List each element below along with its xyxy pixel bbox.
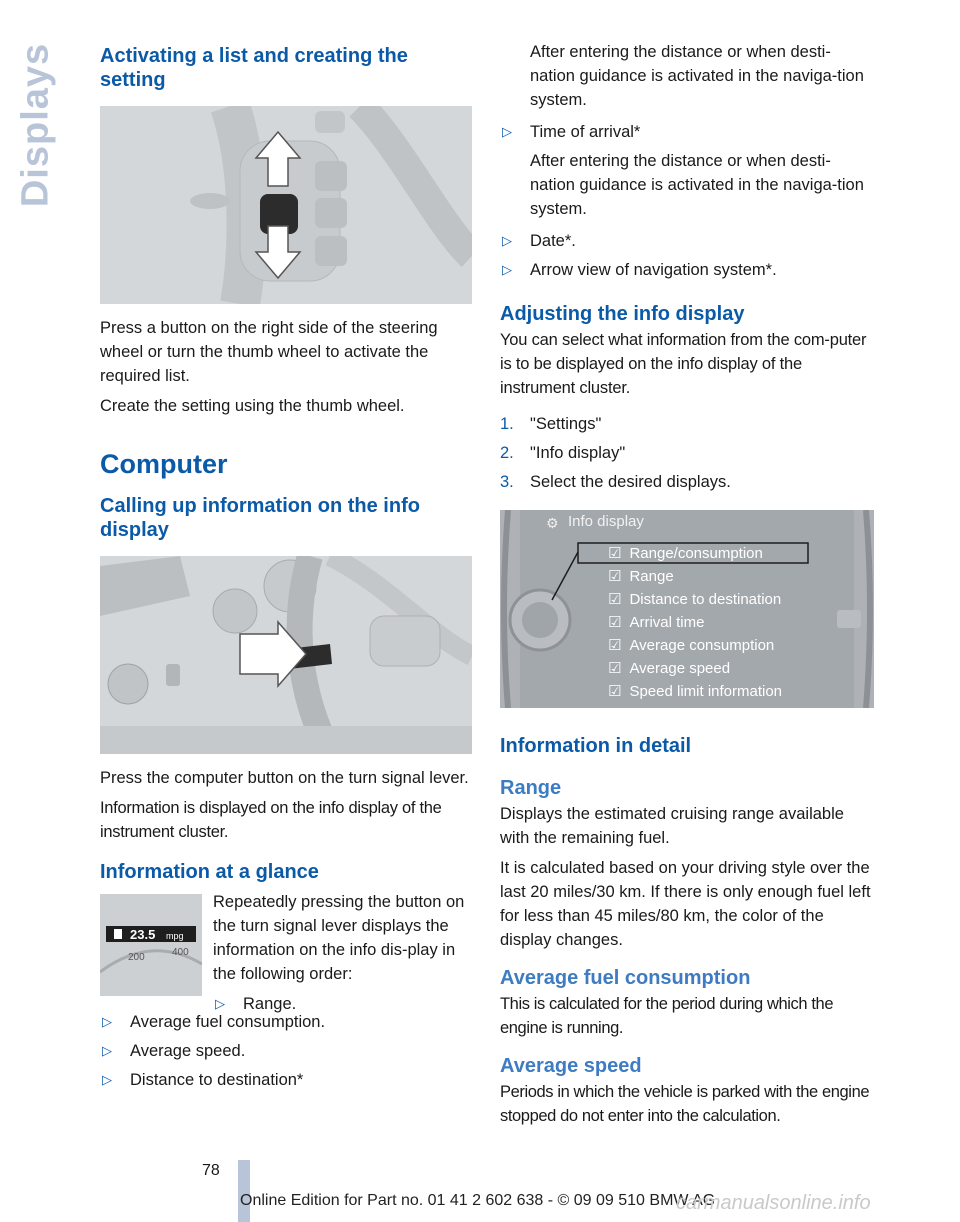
heading-info-at-glance: Information at a glance xyxy=(100,861,319,883)
checkbox-icon: ☑ xyxy=(608,660,622,677)
screen-item: ☑ Range/consumption xyxy=(608,545,763,562)
note-distance-1: After entering the distance or when desti-nation guidance is activated in the naviga-tion system. xyxy=(530,43,864,109)
screen-item: ☑ Arrival time xyxy=(608,614,705,631)
list-item-text: Range. xyxy=(243,995,297,1013)
cluster-display-illustration xyxy=(100,894,202,996)
paragraph-range-2: It is calculated based on your driving style over the last 20 miles/30 km. If there is only enough fuel left for less than 45 miles/80 km, the color of the display changes. xyxy=(500,859,871,949)
footer-edition: Online Edition for Part no. 01 41 2 602 638 - © 09 09 510 BMW AG xyxy=(240,1192,716,1209)
screen-item: ☑ Average consumption xyxy=(608,637,775,654)
screen-item: ☑ Speed limit information xyxy=(608,683,783,700)
list-item xyxy=(500,120,874,144)
list-item xyxy=(100,1010,472,1034)
paragraph-create-setting: Create the setting using the thumb wheel. xyxy=(100,397,405,415)
list-item xyxy=(500,229,874,253)
checkbox-icon: ☑ xyxy=(608,683,622,700)
fuel-pump-icon xyxy=(114,929,122,939)
list-item xyxy=(100,1039,472,1063)
step-number: 1. xyxy=(500,415,514,433)
step-text: "Settings" xyxy=(530,415,602,433)
paragraph-range-1: Displays the estimated cruising range available with the remaining fuel. xyxy=(500,805,844,847)
info-display-screenshot xyxy=(500,510,874,708)
side-tab-label: Displays xyxy=(14,42,57,208)
checkbox-icon: ☑ xyxy=(608,568,622,585)
screen-title: Info display xyxy=(568,513,644,530)
cluster-unit: mpg xyxy=(166,931,184,941)
checkbox-icon: ☑ xyxy=(608,614,622,631)
paragraph-press-button: Press a button on the right side of the steering wheel or turn the thumb wheel to activate the required list. xyxy=(100,319,438,385)
step-number: 2. xyxy=(500,444,514,462)
triangle-bullet-icon: ▷ xyxy=(502,233,512,248)
paragraph-avg-fuel: This is calculated for the period during which the engine is running. xyxy=(500,995,834,1037)
list-item-text: Average fuel consumption. xyxy=(130,1013,326,1031)
cluster-value: 23.5 xyxy=(130,927,156,942)
list-item-text: Distance to destination* xyxy=(130,1071,304,1089)
heading-calling-info: Calling up information on the info display xyxy=(100,495,420,541)
heading-avg-fuel: Average fuel consumption xyxy=(500,967,751,989)
screen-item: ☑ Range xyxy=(608,568,674,585)
triangle-bullet-icon: ▷ xyxy=(102,1072,112,1087)
left-column xyxy=(100,44,472,1097)
list-item-text: Time of arrival* xyxy=(530,123,641,141)
settings-gear-icon: ⚙ xyxy=(546,516,559,532)
triangle-bullet-icon: ▷ xyxy=(215,996,225,1011)
turn-signal-lever-illustration xyxy=(100,556,472,754)
paragraph-info-displayed: Information is displayed on the info display of the instrument cluster. xyxy=(100,799,442,841)
list-item-text: Date*. xyxy=(530,232,576,250)
list-item xyxy=(100,1068,472,1092)
paragraph-adjust: You can select what information from the com-puter is to be displayed on the info display of the instrument cluster. xyxy=(500,331,867,397)
watermark: carmanualsonline.info xyxy=(676,1192,871,1214)
triangle-bullet-icon: ▷ xyxy=(102,1014,112,1029)
heading-avg-speed: Average speed xyxy=(500,1055,642,1077)
step-item xyxy=(500,470,874,494)
page-number: 78 xyxy=(202,1162,220,1179)
cluster-tick-400: 400 xyxy=(172,947,189,958)
paragraph-avg-speed: Periods in which the vehicle is parked with the engine stopped do not enter into the calculation. xyxy=(500,1083,870,1125)
step-number: 3. xyxy=(500,473,514,491)
steering-wheel-illustration xyxy=(100,106,472,304)
glance-block xyxy=(100,890,472,1013)
checkbox-icon: ☑ xyxy=(608,637,622,654)
paragraph-press-computer: Press the computer button on the turn signal lever. xyxy=(100,769,469,787)
cluster-tick-200: 200 xyxy=(128,952,145,963)
heading-info-detail: Information in detail xyxy=(500,735,692,757)
list-item-text: Arrow view of navigation system*. xyxy=(530,261,777,279)
checkbox-icon: ☑ xyxy=(608,545,622,562)
triangle-bullet-icon: ▷ xyxy=(102,1043,112,1058)
heading-computer: Computer xyxy=(100,449,228,479)
heading-adjusting-info: Adjusting the info display xyxy=(500,303,745,325)
list-item-text: Average speed. xyxy=(130,1042,246,1060)
checkbox-icon: ☑ xyxy=(608,591,622,608)
heading-activating-list: Activating a list and creating the setting xyxy=(100,45,408,91)
triangle-bullet-icon: ▷ xyxy=(502,262,512,277)
note-distance-2: After entering the distance or when desti-nation guidance is activated in the naviga-tion system. xyxy=(530,152,864,218)
step-text: Select the desired displays. xyxy=(530,473,731,491)
side-tab xyxy=(14,40,58,210)
heading-range: Range xyxy=(500,777,562,799)
paragraph-repeatedly-pressing: Repeatedly pressing the button on the turn signal lever displays the information on the info dis-play in the following order: xyxy=(213,893,465,983)
triangle-bullet-icon: ▷ xyxy=(502,124,512,139)
step-item xyxy=(500,412,874,436)
step-item xyxy=(500,441,874,465)
step-text: "Info display" xyxy=(530,444,626,462)
right-column xyxy=(500,40,874,1134)
footer-bar xyxy=(238,1160,250,1222)
screen-item: ☑ Distance to destination xyxy=(608,591,782,608)
list-item xyxy=(500,258,874,282)
screen-item: ☑ Average speed xyxy=(608,660,731,677)
